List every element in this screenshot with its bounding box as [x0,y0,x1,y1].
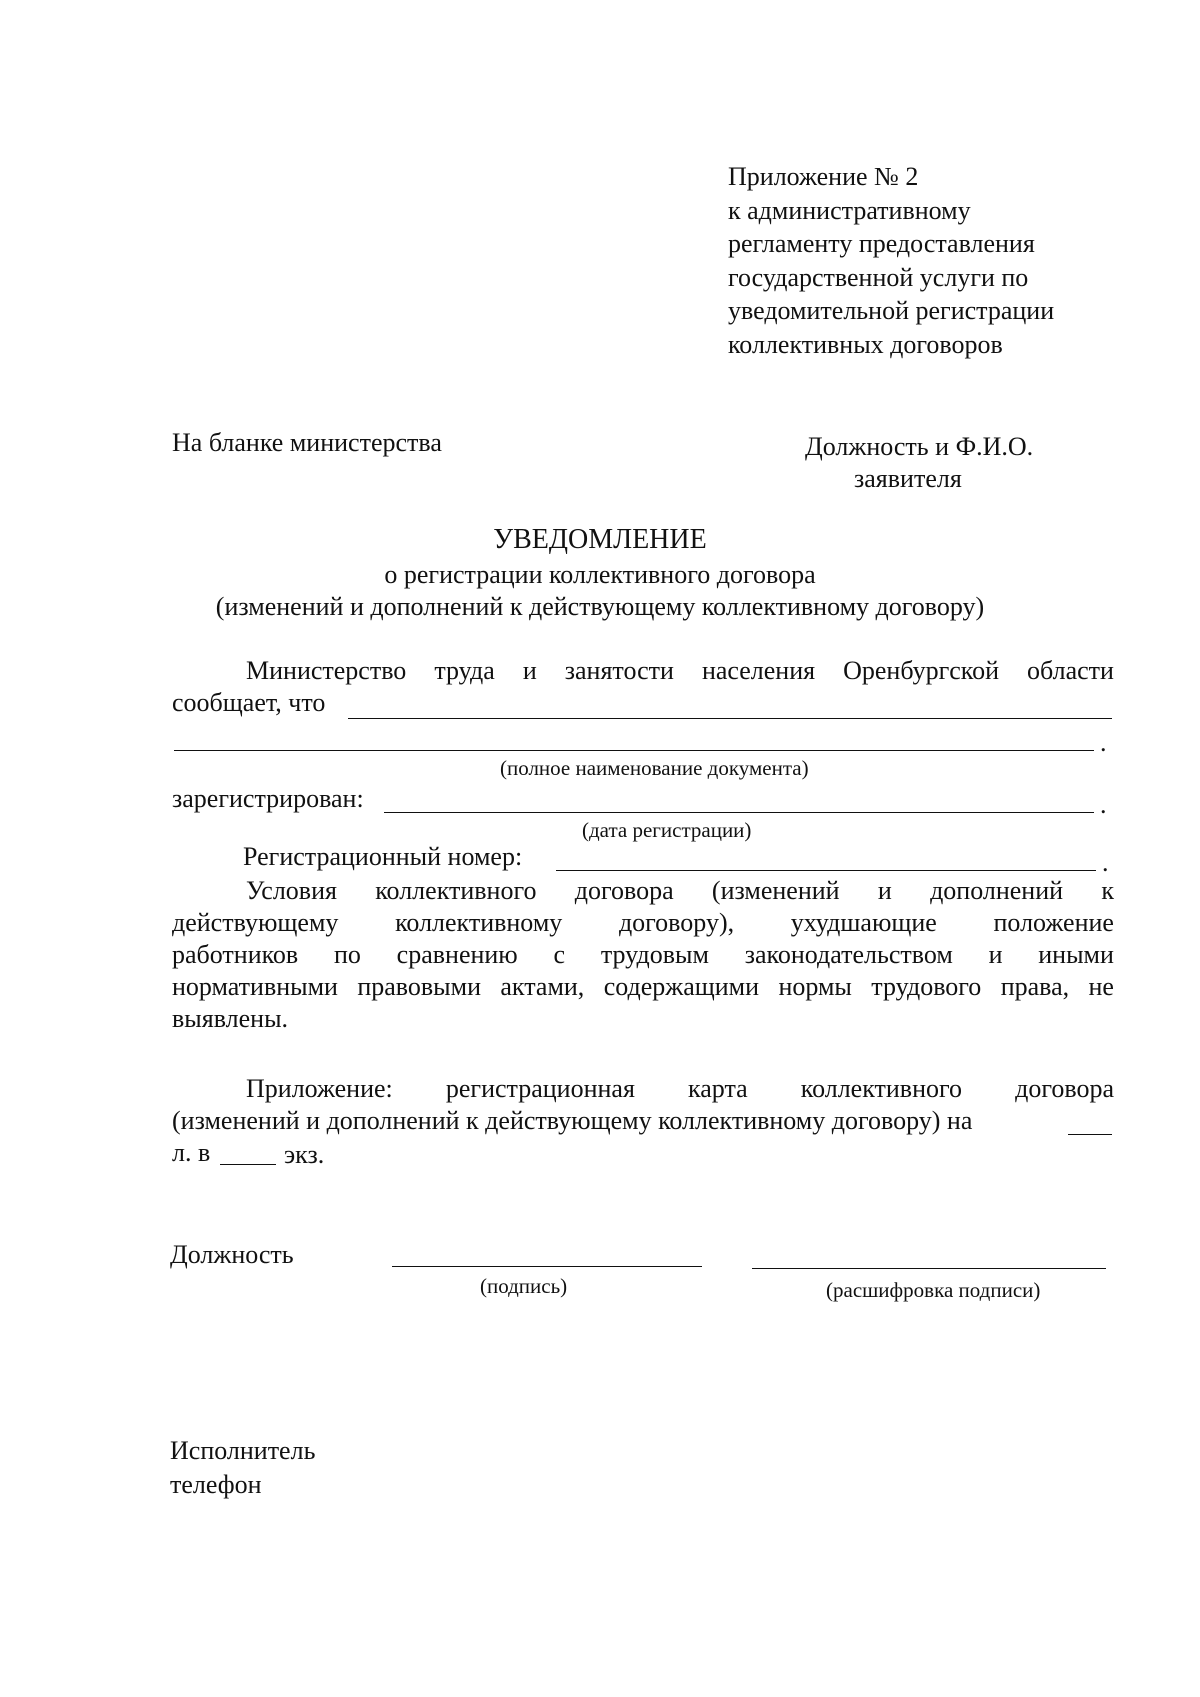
appendix-block [728,160,1054,361]
document-title: УВЕДОМЛЕНИЕ [493,524,707,555]
sheets-count-line [1068,1134,1112,1135]
signature-caption: (подпись) [480,1274,568,1298]
paragraph-2-line-2: действующему коллективному договору), ухудшающие положение [172,908,1114,937]
paragraph-1-line-2: сообщает, что [172,688,326,717]
document-name-caption: (полное наименование документа) [500,756,809,780]
appendix-line: государственной услуги по [728,262,1029,292]
paragraph-1-line-1: Министерство труда и занятости населения Оренбургской области [246,656,1114,685]
letterhead-note: На бланке министерства [172,428,442,457]
registered-label: зарегистрирован: [172,784,364,813]
document-subtitle-1: о регистрации коллективного договора [384,560,816,589]
attachment-copies-label: экз. [284,1140,325,1169]
appendix-line: коллективных договоров [728,329,1003,359]
appendix-line: к административному [728,195,971,225]
attachment-line-1: Приложение: регистрационная карта коллективного договора [246,1074,1114,1103]
paragraph-2-line-5: выявлены. [172,1004,289,1033]
paragraph-2-line-4: нормативными правовыми актами, содержащими нормы трудового права, не [172,972,1114,1001]
signature-decode-line [752,1268,1106,1269]
attachment-sheets-label: л. в [172,1138,211,1167]
registration-number-label: Регистрационный номер: [243,842,523,871]
attachment-line-2: (изменений и дополнений к действующему коллективному договору) на [172,1106,973,1135]
signature-position-label: Должность [170,1240,294,1269]
document-fill-line-2 [174,750,1094,751]
document-subtitle-2: (изменений и дополнений к действующему коллективному договору) [215,592,985,621]
paragraph-2-line-3: работников по сравнению с трудовым законодательством и иными [172,940,1114,969]
phone-label: телефон [170,1470,262,1499]
appendix-line: регламенту предоставления [728,229,1035,258]
paragraph-2-line-1: Условия коллективного договора (изменений и дополнений к [246,876,1114,905]
period: . [1102,848,1109,877]
registration-date-caption: (дата регистрации) [582,818,752,842]
executor-label: Исполнитель [170,1436,316,1465]
appendix-line: уведомительной регистрации [728,296,1055,325]
period: . [1100,790,1107,819]
addressee-label: заявителя [854,464,962,493]
document-fill-line-1 [348,718,1112,719]
copies-count-line [220,1164,276,1165]
signature-decode-caption: (расшифровка подписи) [826,1278,1041,1302]
registration-date-line [384,812,1094,813]
signature-line [392,1266,702,1267]
appendix-line: Приложение № 2 [728,162,919,191]
registration-number-line [556,870,1096,871]
period: . [1100,728,1107,757]
addressee-position: Должность и Ф.И.О. [805,432,1034,461]
